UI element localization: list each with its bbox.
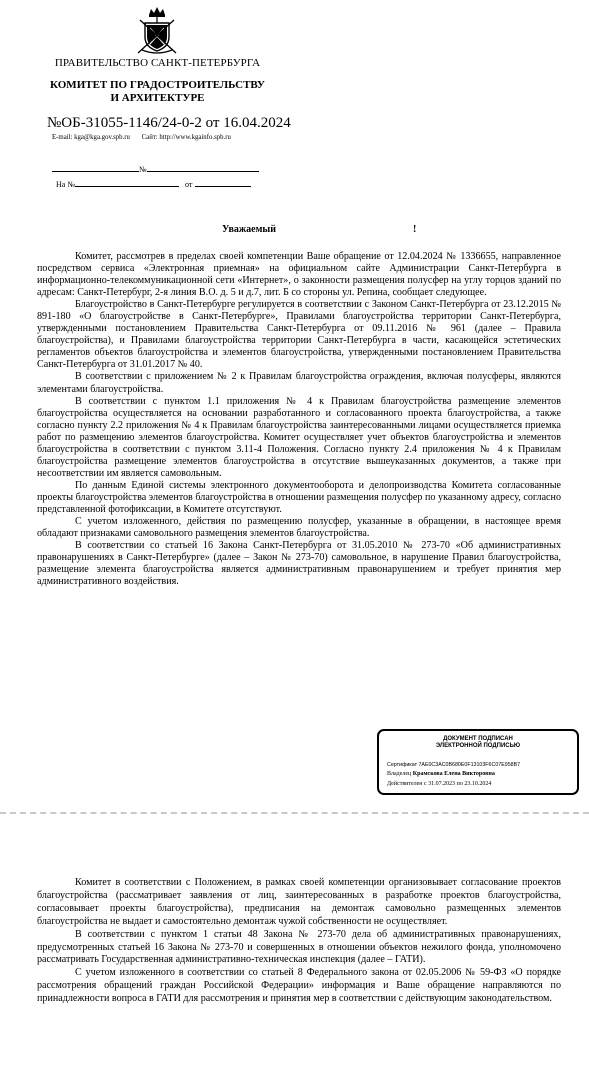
paragraph: С учетом изложенного, действия по размещению полусфер, указанные в обращении, в настоящее время обладают признаками самовольного размещения элементов благоустройства. <box>37 516 561 540</box>
committee-name-line1: КОМИТЕТ ПО ГРАДОСТРОИТЕЛЬСТВУ <box>50 79 265 91</box>
coat-of-arms-emblem <box>134 6 180 56</box>
paragraph: В соответствии с пунктом 1.1 приложения № 4 к Правилам благоустройства размещение элементов благоустройства осуществляется на основании разработанного и согласованного проекта благоустройства, а также согласно пункту 2.2 приложения № 4 к Правилам благоустройства заинтересованными лицами осуществляется приемка работ по размещению элементов благоустройства. Комитет осуществляет учет объектов благоустройства и элементов благоустройства в соответствии с пунктом 3.11-4 Положения. Согласно пункту 2.4 приложения № 4 к Правилам благоустройства размещение элементов благоустройства в отсутствие вышеуказанных документов, а также при несоответствии им является самовольным. <box>37 395 561 479</box>
registration-number: №ОБ-31055-1146/24-0-2 от 16.04.2024 <box>47 115 291 131</box>
ref-number-mark: № <box>139 165 147 174</box>
letter-body-page2 <box>37 877 561 1006</box>
paragraph: Комитет в соответствии с Положением, в рамках своей компетенции организовывает согласование проектов благоустройства (рассматривает заявления от лиц, заинтересованных в разработке проектов благоустройства, согласовывает проекты благоустройства), предписания на демонтаж самовольно размещенных элементов благоустройства не выдает и самостоятельно демонтаж чужой собственности не осуществляет. <box>37 877 561 927</box>
ref-ot-label: от <box>184 180 193 189</box>
government-name: ПРАВИТЕЛЬСТВО САНКТ-ПЕТЕРБУРГА <box>54 57 261 69</box>
email: E-mail: kga@kga.gov.spb.ru <box>52 134 130 141</box>
stamp-title <box>379 736 577 750</box>
salutation-word: Уважаемый <box>222 224 276 235</box>
ref-ot-blank <box>195 178 251 187</box>
stamp-owner <box>387 771 495 777</box>
incoming-ref-line <box>52 178 251 189</box>
salutation-exclamation: ! <box>413 224 417 235</box>
ref-na-blank <box>75 178 179 187</box>
paragraph: В соответствии с пунктом 1 статьи 48 Закона № 273-70 дела об административных правонарушениях, предусмотренных статьей 16 Закона № 273-70 и совершенных в отношении объектов нежилого фонда, уполномочено рассматривать Государственная административно-техническая инспекция (далее – ГАТИ). <box>37 928 561 966</box>
ref-number-blank <box>52 163 139 172</box>
committee-name <box>0 79 315 105</box>
ref-date-blank <box>147 163 259 172</box>
paragraph: С учетом изложенного в соответствии со статьей 8 Федерального закона от 02.05.2006 № 59-ФЗ «О порядке рассмотрения обращений граждан Российской Федерации» информация и Ваше обращение направляются по принадлежности вопроса в ГАТИ для рассмотрения и принятия мер в соответствии с действующим законодательством. <box>37 967 561 1005</box>
stamp-title-line1: ДОКУМЕНТ ПОДПИСАН <box>443 736 513 742</box>
letter-body-page1 <box>37 251 561 588</box>
paragraph: Благоустройство в Санкт-Петербурге регулируется в соответствии с Законом Санкт-Петербурга от 23.12.2015 № 891-180 «О благоустройстве в Санкт-Петербурге», Правилами благоустройства территории Санкт-Петербурга, утвержденными постановлением Правительства Санкт-Петербурга от 09.11.2016 № 961 (далее – Правила благоустройства), и Правилами благоустройства территории Санкт-Петербурга в части, касающейся эстетических регламентов объектов благоустройства и элементов благоустройства, утвержденными постановлением Правительства Санкт-Петербурга от 31.01.2017 № 40. <box>37 299 561 371</box>
committee-name-line2: И АРХИТЕКТУРЕ <box>110 92 205 104</box>
paragraph: В соответствии с приложением № 2 к Правилам благоустройства ограждения, включая полусферы, являются элементами благоустройства. <box>37 371 561 395</box>
website: Сайт: http://www.kgainfo.spb.ru <box>141 134 231 141</box>
stamp-owner-name: Крамскова Елена Викторовна <box>412 771 495 777</box>
page-divider <box>0 812 589 814</box>
outgoing-ref-line <box>52 163 259 174</box>
contacts <box>52 134 231 141</box>
stamp-title-line2: ЭЛЕКТРОННОЙ ПОДПИСЬЮ <box>435 743 521 749</box>
paragraph: Комитет, рассмотрев в пределах своей компетенции Ваше обращение от 12.04.2024 № 1336655, направленное посредством сервиса «Электронная приемная» на официальном сайте Администрации Санкт-Петербурга в информационно-телекоммуникационной сети «Интернет», о законности размещения полусфер на углу торцов зданий по адресам: Санкт-Петербург, 2-я линия В.О. д. 5 и д.7, лит. Б со стороны ул. Репина, сообщает следующее. <box>37 251 561 299</box>
stamp-certificate: Сертификат 7AE0C3AC0B680E0F13103F6C07E958B7 <box>387 762 521 768</box>
paragraph: По данным Единой системы электронного документооборота и делопроизводства Комитета согласованные проекты благоустройства элементов благоустройства в отношении размещения полусфер по указанному адресу, согласно представленной фотофиксации, в Комитете отсутствуют. <box>37 479 561 515</box>
electronic-signature-stamp <box>377 729 579 795</box>
ref-na-label: На № <box>56 180 75 189</box>
stamp-owner-label: Владелец <box>387 771 412 777</box>
stamp-validity: Действителен с 31.07.2023 по 23.10.2024 <box>387 781 492 787</box>
paragraph: В соответствии со статьей 16 Закона Санкт-Петербурга от 31.05.2010 № 273-70 «Об административных правонарушениях в Санкт-Петербурге» (далее – Закон № 273-70) самовольное, в нарушение Правил благоустройства, размещение элемента благоустройства является административным правонарушением и требует принятия мер административного воздействия. <box>37 540 561 588</box>
